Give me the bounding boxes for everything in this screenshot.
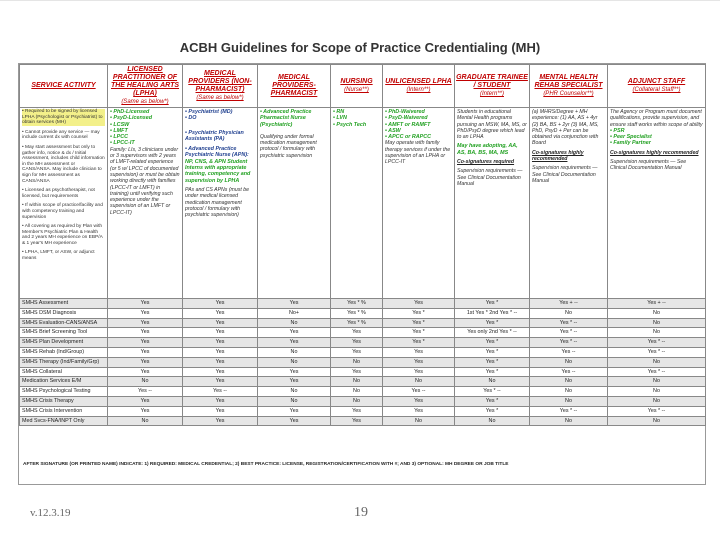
table-cell: Yes — [258, 328, 331, 338]
table-row — [20, 387, 706, 397]
table-cell: Yes — [383, 299, 455, 309]
col-header-pharmacist: MEDICAL PROVIDERS-PHARMACIST — [258, 65, 331, 108]
table-cell: Yes * -- — [530, 406, 608, 416]
table-cell: Yes — [108, 338, 183, 348]
table-cell: Yes — [108, 406, 183, 416]
table-cell: No — [608, 328, 706, 338]
service-activity-name: SMHS DSM Diagnosis — [20, 308, 108, 318]
page-number: 19 — [354, 505, 368, 520]
table-cell: No — [455, 416, 530, 426]
table-cell: Yes — [183, 377, 258, 387]
table-cell: Yes * — [383, 318, 455, 328]
table-row — [20, 377, 706, 387]
service-notes-cell: • Required to be signed by licensed LPHA (Psychologist or Psychiatrist) to obtain services (MH) • Cannot provide any service — may include current dx with counsel • May start assessment but only to gather info, notice & dx / Initial Assessment, includes child information in the MH assessment or CANS/ANSA. May include clinician to sign for MH assessment as CANS/ANSA • Licensed as psychotherapist, not licensed, but requirements • If within scope of practice/facility and with competency training and supervision • All covering as required by Plan with Member's Psychiatric Plan & Health and 2 years MH experience on EBP/A & 1 year's MH experience • LPHA, LMFT, or ASW, or adjunct means — [20, 108, 108, 311]
table-cell: Yes — [183, 396, 258, 406]
table-cell: Yes — [183, 416, 258, 426]
table-cell: Yes * % — [331, 299, 383, 309]
col-header-adjunct: ADJUNCT STAFF (Collateral Staff**) — [608, 65, 706, 108]
nursing-cell: • RN • LVN • Psych Tech — [331, 108, 383, 311]
table-cell: Yes -- — [183, 387, 258, 397]
table-cell: Yes — [108, 367, 183, 377]
table-cell: No — [608, 387, 706, 397]
table-cell: Yes — [331, 338, 383, 348]
service-activity-name: SMHS Assessment — [20, 299, 108, 309]
column-header-row — [20, 65, 706, 108]
table-row — [20, 396, 706, 406]
page-title: ACBH Guidelines for Scope of Practice Credentialing (MH) — [179, 40, 541, 55]
table-cell: Yes — [108, 357, 183, 367]
table-cell: Yes * — [455, 338, 530, 348]
table-cell: No — [608, 377, 706, 387]
table-cell: Yes — [383, 406, 455, 416]
table-cell: Yes — [383, 367, 455, 377]
table-cell: No — [383, 416, 455, 426]
table-cell: Yes — [258, 406, 331, 416]
table-cell: Yes — [108, 396, 183, 406]
table-cell: Yes * — [455, 318, 530, 328]
table-cell: Yes * — [383, 328, 455, 338]
table-row — [20, 347, 706, 357]
table-row — [20, 367, 706, 377]
table-cell: No — [530, 357, 608, 367]
table-cell: Yes — [183, 299, 258, 309]
table-cell: Yes + -- — [608, 299, 706, 309]
header-table — [19, 64, 706, 311]
table-cell: Yes * — [383, 338, 455, 348]
table-cell: No — [608, 416, 706, 426]
table-cell: No — [258, 347, 331, 357]
service-activity-name: SMHS Collateral — [20, 367, 108, 377]
table-cell: Yes * % — [331, 318, 383, 328]
service-activity-name: SMHS Psychological Testing — [20, 387, 108, 397]
table-cell: Yes * -- — [455, 387, 530, 397]
table-row — [20, 338, 706, 348]
table-cell: Yes -- — [530, 367, 608, 377]
table-cell: No — [331, 387, 383, 397]
table-cell: No — [530, 377, 608, 387]
table-cell: Yes — [331, 416, 383, 426]
table-cell: Yes — [331, 328, 383, 338]
table-cell: Yes — [108, 308, 183, 318]
table-cell: Yes — [183, 328, 258, 338]
table-cell: No — [258, 396, 331, 406]
table-cell: Yes * -- — [608, 347, 706, 357]
table-cell: Yes — [331, 367, 383, 377]
unlicensed-cell: • PhD-Waivered • PsyD-Waivered • AMFT or RAMFT • ASW • APCC or RAPCC May operate with family therapy services if under the supervision of an LPHA or LPCC-IT — [383, 108, 455, 311]
table-cell: Yes — [383, 357, 455, 367]
table-row — [20, 308, 706, 318]
table-cell: 1st Yes * 2nd Yes * -- — [455, 308, 530, 318]
col-header-unlicensed: UNLICENSED LPHA (Intern**) — [383, 65, 455, 108]
lpha-cell: • PhD-Licensed • PsyD-Licensed • LCSW • LMFT • LPCC • LPCC-IT Family: LIs, 3 clinicians under or 3 supervisors with 2 years of LMFT-related experience (or 5 w/ LPCC of documented supervision) or must be obtain working directly with families (LPCC-IT or LMFT) in training) until verifying such experience under the supervision of an LMFT or LPCC-IT) — [108, 108, 183, 311]
table-cell: Yes + -- — [530, 299, 608, 309]
table-cell: No — [455, 377, 530, 387]
col-header-rehab: MENTAL HEALTH REHAB SPECIALIST (PHR Counselor**) — [530, 65, 608, 108]
service-activity-name: SMHS Therapy (Ind/Family/Grp) — [20, 357, 108, 367]
table-cell: Yes — [383, 396, 455, 406]
table-cell: Yes — [383, 347, 455, 357]
table-cell: Yes — [108, 299, 183, 309]
table-cell: No — [530, 308, 608, 318]
table-cell: Yes — [258, 367, 331, 377]
table-cell: No — [108, 377, 183, 387]
qualification-row — [20, 108, 706, 311]
table-cell: Yes -- — [530, 347, 608, 357]
signature-footnote: AFTER SIGNATURE (OR PRINTED NAME) INDICATE: 1) REQUIRED: MEDICAL CREDENTIAL; 2) BEST PRACTICE: LICENSE, REGISTRATION/CERTIFICATION WITH #; AND 3) OPTIONAL: MH DEGREE OR JOB TITLE — [23, 462, 509, 467]
table-cell: Yes * — [383, 308, 455, 318]
table-cell: No — [258, 387, 331, 397]
table-cell: Yes * -- — [530, 338, 608, 348]
table-cell: Yes * -- — [530, 318, 608, 328]
table-cell: Yes * -- — [530, 328, 608, 338]
table-cell: Yes — [183, 318, 258, 328]
table-cell: No — [530, 396, 608, 406]
table-row — [20, 318, 706, 328]
service-activity-name: SMHS Crisis Intervention — [20, 406, 108, 416]
table-cell: No — [608, 308, 706, 318]
col-header-lpha: LICENSED PRACTITIONER OF THE HEALING ARTS (LPHA) (Same as below*) — [108, 65, 183, 108]
table-cell: Yes — [258, 299, 331, 309]
table-row — [20, 406, 706, 416]
table-cell: No — [383, 377, 455, 387]
service-activity-name: SMHS Brief Screening Tool — [20, 328, 108, 338]
table-cell: Yes — [183, 367, 258, 377]
table-cell: Yes — [108, 318, 183, 328]
service-activity-name: SMHS Evaluation-CANS/ANSA — [20, 318, 108, 328]
version-label: v.12.3.19 — [30, 507, 71, 519]
table-cell: Yes * — [455, 367, 530, 377]
table-cell: Yes — [331, 347, 383, 357]
table-cell: No — [331, 396, 383, 406]
table-cell: Yes * — [455, 299, 530, 309]
table-cell: Yes * -- — [608, 406, 706, 416]
table-cell: No — [258, 357, 331, 367]
service-activity-name: SMHS Plan Development — [20, 338, 108, 348]
table-cell: Yes — [108, 328, 183, 338]
table-cell: No — [608, 396, 706, 406]
table-cell: Yes — [183, 308, 258, 318]
table-cell: Yes — [258, 338, 331, 348]
graduate-cell: Students in educational Mental Health programs pursuing an MSW, MA, MS, or PhD/PsyD degree which lead to an LPHA May have adopting, AA, AS, BA, BS, MA, MS Co-signatures required Supervision requirements — See Clinical Documentation Manual — [455, 108, 530, 311]
service-activity-name: Medication Services E/M — [20, 377, 108, 387]
table-cell: Yes * — [455, 406, 530, 416]
table-cell: Yes -- — [383, 387, 455, 397]
table-cell: Yes — [183, 406, 258, 416]
table-cell: Yes * -- — [608, 367, 706, 377]
table-cell: Yes — [258, 416, 331, 426]
table-row — [20, 299, 706, 309]
table-cell: Yes only 2nd Yes * -- — [455, 328, 530, 338]
service-activity-table — [19, 298, 706, 426]
table-cell: No — [258, 318, 331, 328]
table-cell: No — [608, 357, 706, 367]
table-cell: No+ — [258, 308, 331, 318]
rehab-cell: (a) MHRS/Degree + MH experience: (1) AA, AS + 4yr (2) BA, BS + 2yr (3) MA, MS, PhD, PsyD + Per can be obtained via conjunction with Board Co-signatures highly recommended Supervision requirements — See Clinical Documentation Manual — [530, 108, 608, 311]
pharmacist-cell: • Advanced Practice Pharmacist Nurse (Psychiatric) Qualifying under formal medication management protocol / formulary with psychiatric supervision — [258, 108, 331, 311]
col-header-nursing: NURSING (Nurse**) — [331, 65, 383, 108]
table-cell: Yes * — [455, 357, 530, 367]
col-header-graduate: GRADUATE TRAINEE / STUDENT (Intern**) — [455, 65, 530, 108]
table-row — [20, 328, 706, 338]
service-activity-name: SMHS Crisis Therapy — [20, 396, 108, 406]
guidelines-sheet — [18, 63, 706, 485]
table-row — [20, 416, 706, 426]
table-cell: Yes — [258, 377, 331, 387]
table-cell: Yes * — [455, 347, 530, 357]
medical-cell: • Psychiatrist (MD) • DO • Psychiatric Physician Assistants (PA) • Advanced Practice Psychiatric Nurse (APN): NP, CNS, & APN Student Interns with appropriate training, competency and supervision by LPHA PAs and CS APNs (must be under medical licensed medication management protocol / formulary with psychiatric supervision) — [183, 108, 258, 311]
table-cell: Yes — [331, 406, 383, 416]
table-cell: Yes * % — [331, 308, 383, 318]
table-cell: No — [108, 416, 183, 426]
table-cell: No — [331, 377, 383, 387]
table-row — [20, 357, 706, 367]
table-cell: No — [530, 416, 608, 426]
table-cell: No — [608, 318, 706, 328]
table-cell: Yes -- — [108, 387, 183, 397]
table-cell: Yes * -- — [608, 338, 706, 348]
adjunct-cell: The Agency or Program must document qualifications, provide supervision, and ensure staff works within scope of ability • PSR • Peer Specialist • Family Partner Co-signatures highly recommended Supervision requirements — See Clinical Documentation Manual — [608, 108, 706, 311]
table-cell: Yes * — [455, 396, 530, 406]
table-cell: Yes — [183, 347, 258, 357]
table-cell: Yes — [108, 347, 183, 357]
table-cell: Yes — [183, 357, 258, 367]
table-cell: No — [331, 357, 383, 367]
col-header-medical: MEDICAL PROVIDERS (NON-PHARMACIST) (Same as below*) — [183, 65, 258, 108]
table-cell: Yes — [183, 338, 258, 348]
service-activity-name: SMHS Rehab (Ind/Group) — [20, 347, 108, 357]
table-cell: No — [530, 387, 608, 397]
service-activity-name: Med Svcs-FNA/INPT Only — [20, 416, 108, 426]
top-divider — [0, 0, 720, 1]
col-header-service: SERVICE ACTIVITY — [20, 65, 108, 108]
